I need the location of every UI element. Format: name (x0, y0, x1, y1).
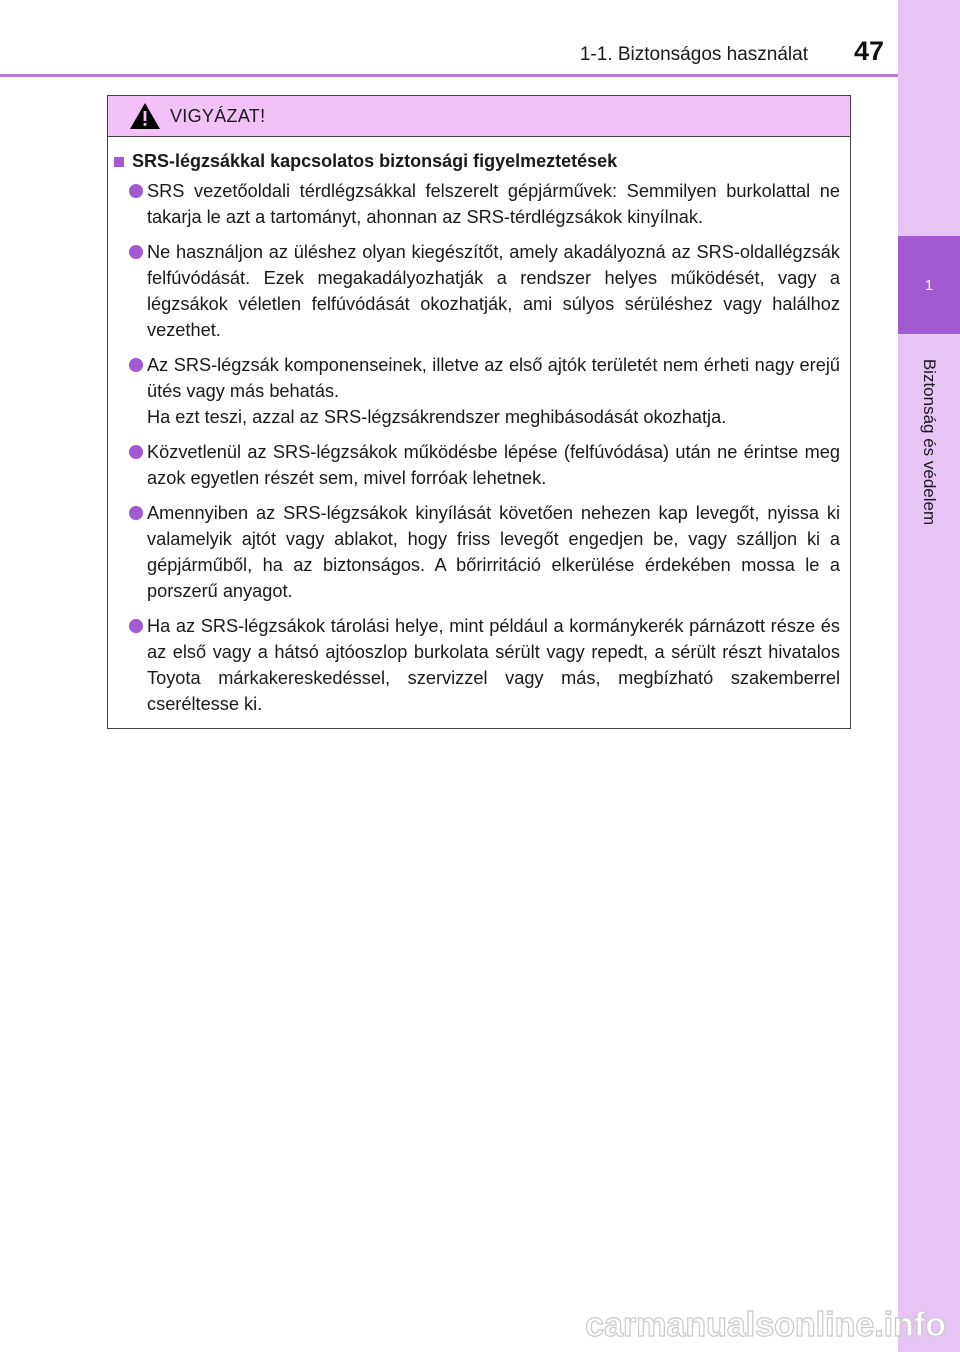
caution-label: VIGYÁZAT! (170, 105, 266, 126)
list-item-text: Ne használjon az üléshez olyan kiegészítőt, amely akadályozná az SRS-oldallégzsák felfúvódását. Ezek megakadályozhatják a rendszer helyes működését, vagy a légzsákok véletlen felfúvódását okozhatják, ami súlyos sérüléshez vagy halálhoz vezethet. (147, 242, 840, 340)
section-title: 1-1. Biztonságos használat (579, 44, 808, 65)
watermark-text: carmanualsonline.info (585, 1306, 946, 1344)
caution-box (107, 95, 851, 729)
header-divider (0, 74, 898, 77)
bullet-dot-icon (129, 445, 143, 459)
list-item-text: SRS vezetőoldali térdlégzsákkal felszerelt gépjárművek: Semmilyen burkolattal ne takarja le azt a tartományt, ahonnan az SRS-térdlégzsákok kinyílnak. (147, 181, 840, 227)
caution-header (108, 96, 850, 137)
bullet-dot-icon (129, 184, 143, 198)
chapter-number-box (898, 236, 960, 334)
list-item-text: Ha az SRS-légzsákok tárolási helye, mint például a kormánykerék párnázott része és az első vagy a hátsó ajtóoszlop burkolata sérült vagy repedt, a sérült részt hivatalos Toyota márkakereskedéssel, szervizzel vagy más, megbízható szakemberrel cseréltesse ki. (147, 616, 840, 714)
watermark (528, 1306, 948, 1346)
caution-body (108, 137, 850, 717)
bullet-dot-icon (129, 358, 143, 372)
list-item (114, 439, 840, 491)
list-item (114, 178, 840, 230)
list-item-text: Amennyiben az SRS-légzsákok kinyílását követően nehezen kap levegőt, nyissa ki valamelyik ajtót vagy ablakot, hogy friss levegőt engedjen be, vagy szálljon ki a gépjárműből, ha az biztonságos. A bőrirritáció elkerülése érdekében mossa le a porszerű anyagot. (147, 503, 840, 601)
bullet-dot-icon (129, 506, 143, 520)
warning-triangle-icon (128, 101, 162, 131)
bullet-dot-icon (129, 619, 143, 633)
list-item (114, 352, 840, 430)
list-item (114, 239, 840, 343)
chapter-side-tab (898, 0, 960, 1352)
section-heading (114, 151, 840, 172)
list-item (114, 500, 840, 604)
page-number: 47 (853, 36, 884, 66)
list-item (114, 613, 840, 717)
chapter-title: Biztonság és védelem (920, 358, 939, 526)
bullet-dot-icon (129, 245, 143, 259)
square-bullet-icon (114, 157, 124, 167)
section-heading-text: SRS-légzsákkal kapcsolatos biztonsági figyelmeztetések (132, 151, 618, 171)
list-item-text: Közvetlenül az SRS-légzsákok működésbe lépése (felfúvódása) után ne érintse meg azok egyetlen részét sem, mivel forróak lehetnek. (147, 442, 840, 488)
list-item-text: Az SRS-légzsák komponenseinek, illetve az első ajtók területét nem érheti nagy erejű ütés vagy más behatás. Ha ezt teszi, azzal az SRS-légzsákrendszer meghibásodását okozhatja. (147, 355, 840, 427)
chapter-number: 1 (924, 276, 934, 294)
